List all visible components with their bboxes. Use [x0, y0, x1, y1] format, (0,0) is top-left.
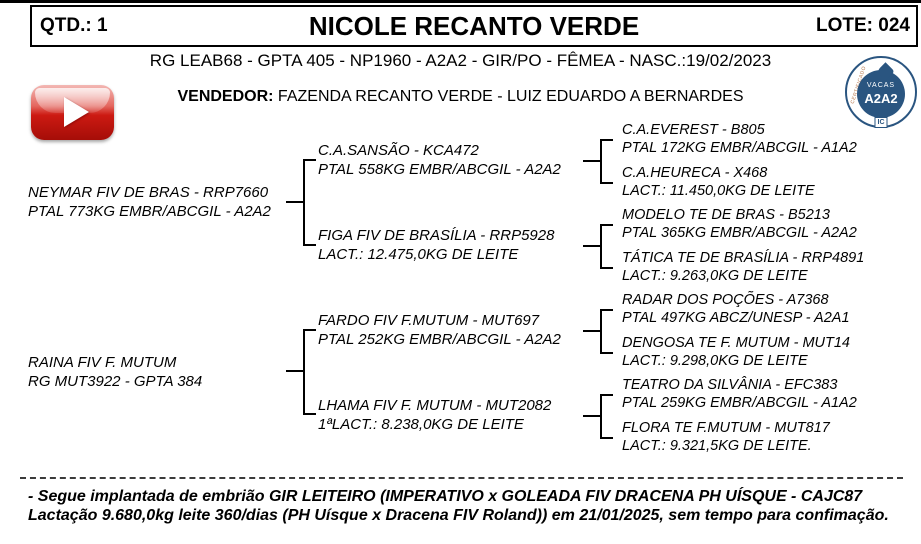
bracket-line [600, 394, 613, 396]
bracket-line [303, 329, 305, 415]
top-rule [0, 0, 921, 3]
badge-a2a2-text: A2A2 [864, 91, 898, 106]
page-title: NICOLE RECANTO VERDE [308, 11, 640, 41]
pedigree-entry [622, 206, 857, 242]
pedigree-entry [318, 396, 551, 434]
pedigree-entry-dam [28, 353, 202, 391]
bracket-line [286, 201, 304, 203]
pedigree-entry [318, 226, 554, 264]
qtd-label: QTD.: 1 [40, 15, 108, 36]
pedigree-entry [622, 291, 850, 327]
animal-info: LACT.: 9.321,5KG DE LEITE. [622, 438, 812, 454]
animal-info: PTAL 365KG EMBR/ABCGIL - A2A2 [622, 225, 857, 241]
video-play-button[interactable] [31, 85, 114, 140]
footnote-line-1: - Segue implantada de embrião GIR LEITEIRO (IMPERATIVO x GOLEADA FIV DRACENA PH UÍSQUE - CAJC87 [28, 488, 863, 505]
footnote-divider [20, 477, 903, 479]
bracket-line [600, 224, 613, 226]
water-drop-icon [857, 70, 905, 118]
animal-name: C.A.HEURECA - X468 [622, 165, 768, 181]
pedigree-entry [622, 334, 850, 370]
animal-info: PTAL 773KG EMBR/ABCGIL - A2A2 [28, 203, 271, 220]
bracket-line [600, 437, 613, 439]
badge-ic-text: IC [875, 117, 888, 128]
animal-name: TÁTICA TE DE BRASÍLIA - RRP4891 [622, 250, 865, 266]
animal-info: LACT.: 11.450,0KG DE LEITE [622, 183, 815, 199]
animal-name: RAINA FIV F. MUTUM [28, 354, 177, 371]
bracket-line [583, 330, 601, 332]
bracket-line [600, 309, 613, 311]
footnote-line-2: Lactação 9.680,0kg leite 360/dias (PH Uísque x Dracena FIV Roland)) em 21/01/2025, sem tempo para confimação. [28, 507, 889, 524]
bracket-line [600, 139, 613, 141]
animal-name: TEATRO DA SILVÂNIA - EFC383 [622, 377, 838, 393]
bracket-line [600, 352, 613, 354]
embryo-footnote [28, 487, 889, 525]
animal-info: LACT.: 9.298,0KG DE LEITE [622, 353, 808, 369]
animal-info: RG MUT3922 - GPTA 384 [28, 373, 203, 390]
bracket-line [600, 139, 602, 184]
bracket-line [600, 309, 602, 354]
animal-name: DENGOSA TE F. MUTUM - MUT14 [622, 335, 850, 351]
play-icon [64, 97, 89, 127]
animal-name: FIGA FIV DE BRASÍLIA - RRP5928 [318, 227, 555, 244]
animal-name: RADAR DOS POÇÕES - A7368 [622, 292, 829, 308]
bracket-line [600, 394, 602, 439]
animal-name: LHAMA FIV F. MUTUM - MUT2082 [318, 397, 552, 414]
animal-info: PTAL 259KG EMBR/ABCGIL - A1A2 [622, 395, 857, 411]
a2a2-certification-badge [845, 56, 917, 128]
pedigree-entry [622, 249, 864, 285]
pedigree-entry [622, 376, 857, 412]
animal-registration-line: RG LEAB68 - GPTA 405 - NP1960 - A2A2 - GIR/PO - FÊMEA - NASC.:19/02/2023 [149, 51, 772, 70]
bracket-line [583, 415, 601, 417]
animal-name: MODELO TE DE BRAS - B5213 [622, 207, 830, 223]
animal-info: 1ªLACT.: 8.238,0KG DE LEITE [318, 416, 524, 433]
animal-info: PTAL 252KG EMBR/ABCGIL - A2A2 [318, 331, 561, 348]
pedigree-entry [622, 419, 830, 455]
animal-info: PTAL 558KG EMBR/ABCGIL - A2A2 [318, 161, 561, 178]
vendedor-value: FAZENDA RECANTO VERDE - LUIZ EDUARDO A BERNARDES [273, 88, 744, 105]
vendedor-label: VENDEDOR: [177, 88, 274, 105]
bracket-line [286, 370, 304, 372]
animal-info: PTAL 497KG ABCZ/UNESP - A2A1 [622, 310, 850, 326]
animal-name: C.A.SANSÃO - KCA472 [318, 142, 479, 159]
pedigree-entry [318, 141, 561, 179]
bracket-line [583, 245, 601, 247]
animal-name: C.A.EVEREST - B805 [622, 122, 765, 138]
bracket-line [303, 159, 316, 161]
bracket-line [583, 160, 601, 162]
bracket-line [303, 413, 316, 415]
lote-number: LOTE: 024 [816, 15, 910, 36]
animal-info: LACT.: 9.263,0KG DE LEITE [622, 268, 808, 284]
bracket-line [600, 182, 613, 184]
badge-vacas-text: VACAS [866, 82, 896, 89]
bracket-line [303, 329, 316, 331]
bracket-line [303, 159, 305, 246]
animal-info: LACT.: 12.475,0KG DE LEITE [318, 246, 519, 263]
animal-name: NEYMAR FIV DE BRAS - RRP7660 [28, 184, 269, 201]
animal-name: FARDO FIV F.MUTUM - MUT697 [318, 312, 540, 329]
animal-info: PTAL 172KG EMBR/ABCGIL - A1A2 [622, 140, 857, 156]
bracket-line [600, 224, 602, 269]
vendedor-line [0, 88, 921, 106]
bracket-line [600, 267, 613, 269]
lot-header [30, 5, 918, 47]
pedigree-entry [622, 121, 857, 157]
pedigree-entry-sire [28, 183, 271, 221]
pedigree-entry [318, 311, 561, 349]
bracket-line [303, 244, 316, 246]
animal-name: FLORA TE F.MUTUM - MUT817 [622, 420, 830, 436]
pedigree-entry [622, 164, 815, 200]
